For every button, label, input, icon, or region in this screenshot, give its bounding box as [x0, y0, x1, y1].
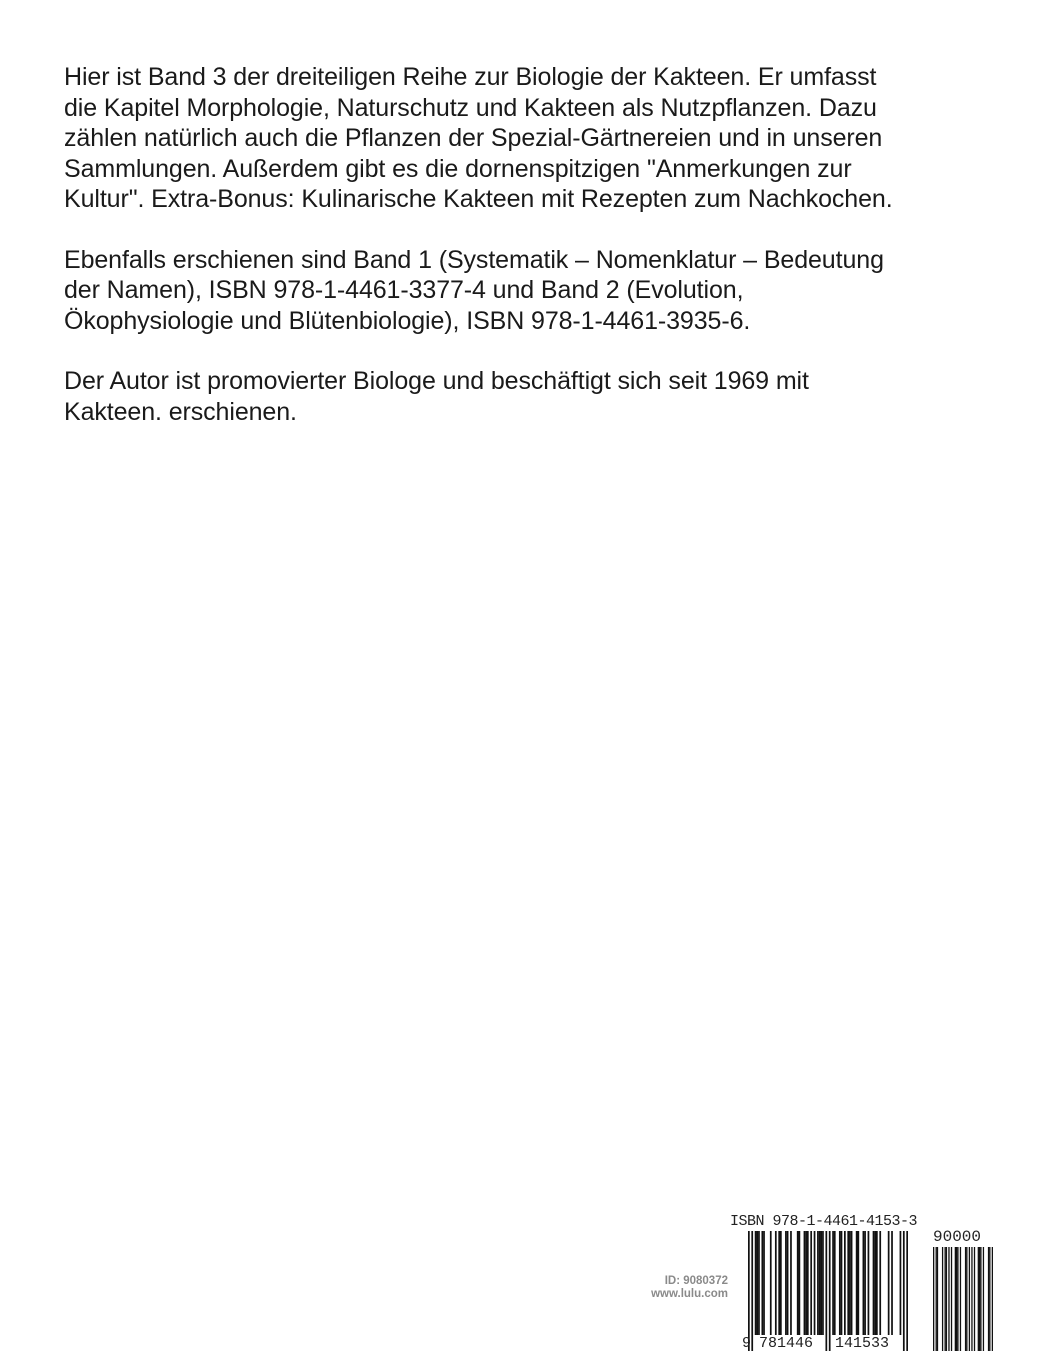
- barcode-bar: [797, 1231, 799, 1335]
- barcode-bar: [819, 1231, 821, 1335]
- barcode-guard-bar: [825, 1231, 827, 1351]
- barcode-bar: [787, 1231, 789, 1335]
- barcode-bar: [888, 1231, 890, 1335]
- publisher-id: ID: 9080372: [664, 1275, 728, 1287]
- barcode-bar: [780, 1231, 782, 1335]
- addon-barcode-bar: [969, 1247, 970, 1351]
- barcode-bar: [756, 1231, 758, 1335]
- barcode-bar: [822, 1231, 824, 1335]
- addon-barcode-bar: [974, 1247, 975, 1351]
- barcode-bar: [841, 1231, 843, 1335]
- barcode-bar: [807, 1231, 809, 1335]
- barcode-bar: [879, 1231, 881, 1335]
- barcode-bar: [876, 1231, 878, 1335]
- barcode-bar: [790, 1231, 792, 1335]
- barcode-bar: [839, 1231, 841, 1335]
- addon-barcode-bar: [951, 1247, 952, 1351]
- addon-barcode-bar: [957, 1247, 958, 1351]
- barcode-guard-bar: [903, 1231, 905, 1351]
- ean-first-digit: 9: [742, 1335, 752, 1352]
- addon-barcode-bar: [956, 1247, 957, 1351]
- addon-barcode-bar: [944, 1247, 945, 1351]
- text-line: Ökophysiologie und Blütenbiologie), ISBN 978-1-4461-3935-6.: [64, 306, 751, 335]
- addon-barcode-bar: [933, 1247, 934, 1351]
- barcode-guard-bar: [751, 1231, 753, 1351]
- barcode-bar: [817, 1231, 819, 1335]
- addon-barcode-bar: [937, 1247, 938, 1351]
- addon-barcode-bar: [983, 1247, 984, 1351]
- barcode-bar: [844, 1231, 846, 1335]
- addon-barcode-bar: [966, 1247, 967, 1351]
- addon-barcode-bar: [971, 1247, 972, 1351]
- barcode-bar: [857, 1231, 859, 1335]
- barcode-bar: [770, 1231, 772, 1335]
- paragraph-intro: [64, 62, 1004, 215]
- barcode-bar: [834, 1231, 836, 1335]
- text-line: zählen natürlich auch die Pflanzen der Spezial-Gärtnereien und in unseren: [64, 124, 883, 152]
- barcode-bar: [805, 1231, 807, 1335]
- addon-barcode-bar: [936, 1247, 937, 1351]
- barcode-bar: [849, 1231, 851, 1335]
- barcode-bar: [900, 1231, 902, 1335]
- ean-right-digits: 141533: [835, 1335, 890, 1352]
- barcode-bar: [873, 1231, 875, 1335]
- price-code: 90000: [933, 1228, 982, 1246]
- barcode-bar: [856, 1231, 858, 1335]
- addon-barcode-bar: [955, 1247, 956, 1351]
- text-line: der Namen), ISBN 978-1-4461-3377-4 und Band 2 (Evolution,: [64, 276, 744, 304]
- text-line: Der Autor ist promovierter Biologe und beschäftigt sich seit 1969 mit: [64, 367, 809, 395]
- publisher-url: www.lulu.com: [651, 1288, 728, 1300]
- barcode-bar: [891, 1231, 893, 1335]
- description-text: [64, 62, 1004, 457]
- barcode-guard-bar: [829, 1231, 831, 1351]
- barcode-bar: [863, 1231, 865, 1335]
- addon-barcode-bar: [965, 1247, 966, 1351]
- barcode-bar: [874, 1231, 876, 1335]
- paragraph-author: [64, 366, 1004, 427]
- text-line: die Kapitel Morphologie, Naturschutz und Kakteen als Nutzpflanzen. Dazu: [64, 93, 877, 122]
- ean-barcode-bars: [748, 1231, 908, 1351]
- barcode-bar: [814, 1231, 816, 1335]
- paragraph-series: [64, 245, 1004, 337]
- barcode-bar: [778, 1231, 780, 1335]
- addon-barcode-bar: [978, 1247, 979, 1351]
- barcode-bar: [832, 1231, 834, 1335]
- publisher-label: [626, 1275, 728, 1301]
- addon-barcode-bar: [948, 1247, 949, 1351]
- barcode-bar: [847, 1231, 849, 1335]
- barcode-bar: [763, 1231, 765, 1335]
- barcode-bar: [851, 1231, 853, 1335]
- addon-barcode-bar: [942, 1247, 943, 1351]
- barcode-bar: [799, 1231, 801, 1335]
- barcode-bar: [810, 1231, 812, 1335]
- ean-left-digits: 781446: [759, 1335, 814, 1352]
- barcode-bar: [820, 1231, 822, 1335]
- addon-barcode-bar: [979, 1247, 980, 1351]
- text-line: Kakteen. erschienen.: [64, 397, 297, 426]
- barcode-guard-bar: [748, 1231, 750, 1351]
- text-line: Ebenfalls erschienen sind Band 1 (Systematik – Nomenklatur – Bedeutung: [64, 245, 884, 274]
- barcode-bar: [785, 1231, 787, 1335]
- addon-barcode-bar: [988, 1247, 989, 1351]
- addon-barcode-bar: [992, 1247, 993, 1351]
- isbn-barcode: [728, 1213, 998, 1353]
- addon-barcode-bar: [989, 1247, 990, 1351]
- addon-barcode-bars: [933, 1247, 993, 1351]
- addon-barcode-bar: [946, 1247, 947, 1351]
- barcode-bar: [758, 1231, 760, 1335]
- isbn-label: ISBN 978-1-4461-4153-3: [730, 1213, 918, 1230]
- barcode-bar: [868, 1231, 870, 1335]
- barcode-bar: [755, 1231, 757, 1335]
- text-line: Sammlungen. Außerdem gibt es die dornenspitzigen "Anmerkungen zur: [64, 154, 852, 183]
- barcode-bar: [864, 1231, 866, 1335]
- text-line: Hier ist Band 3 der dreiteiligen Reihe zur Biologie der Kakteen. Er umfasst: [64, 63, 877, 91]
- addon-barcode-bar: [960, 1247, 961, 1351]
- text-line: Kultur". Extra-Bonus: Kulinarische Kakteen mit Rezepten zum Nachkochen.: [64, 185, 893, 213]
- barcode-bar: [761, 1231, 763, 1335]
- addon-barcode-bar: [980, 1247, 981, 1351]
- barcode-guard-bar: [906, 1231, 908, 1351]
- barcode-bar: [804, 1231, 806, 1335]
- barcode-bar: [775, 1231, 777, 1335]
